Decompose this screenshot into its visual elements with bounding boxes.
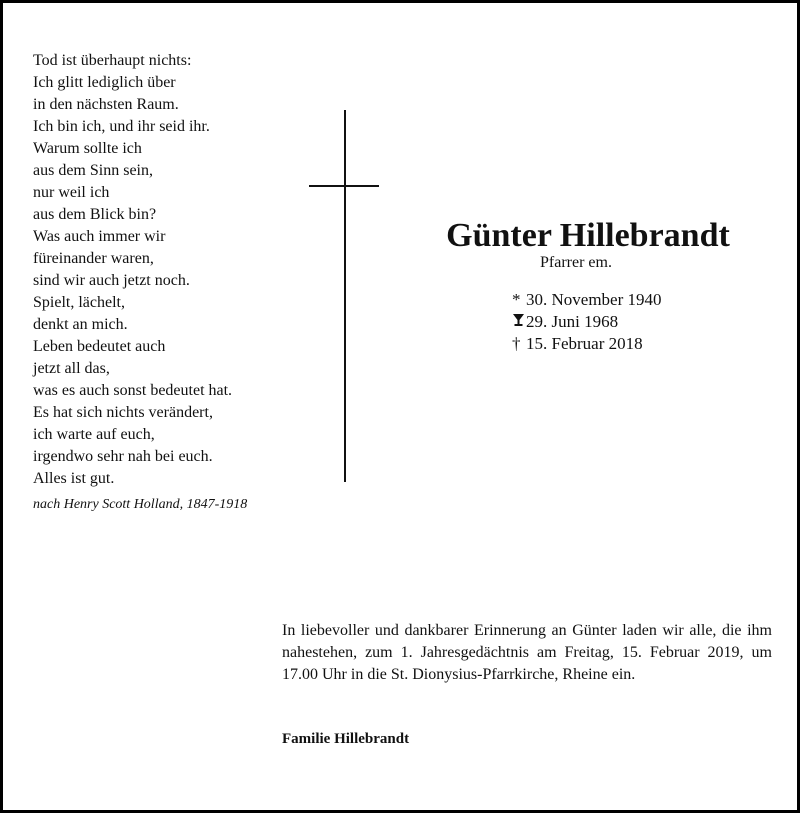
deceased-name: Günter Hillebrandt (446, 217, 730, 254)
poem-line: ich warte auf euch, (33, 426, 155, 443)
date-ordination: 29. Juni 1968 (512, 311, 662, 333)
date-birth: * 30. November 1940 (512, 290, 662, 309)
poem-attribution: nach Henry Scott Holland, 1847-1918 (33, 497, 248, 512)
poem (33, 50, 232, 490)
poem-line: Ich bin ich, und ihr seid ihr. (33, 118, 210, 135)
poem-line: aus dem Sinn sein, (33, 162, 153, 179)
poem-line: nur weil ich (33, 184, 110, 201)
poem-line: in den nächsten Raum. (33, 96, 179, 113)
birth-star-icon: * (512, 290, 521, 309)
poem-line: Spielt, lächelt, (33, 294, 125, 311)
poem-line: aus dem Blick bin? (33, 206, 157, 223)
cross-icon-horizontal (309, 185, 379, 187)
cross-icon-vertical (344, 110, 346, 482)
poem-line: Tod ist überhaupt nichts: (33, 52, 192, 69)
poem-line: Warum sollte ich (33, 140, 142, 157)
poem-line: irgendwo sehr nah bei euch. (33, 448, 213, 465)
death-cross-icon: † (512, 334, 521, 353)
deceased-title: Pfarrer em. (540, 254, 612, 271)
poem-line: füreinander waren, (33, 250, 154, 267)
life-dates (512, 289, 662, 355)
poem-line: jetzt all das, (33, 360, 110, 377)
poem-line: was es auch sonst bedeutet hat. (33, 382, 233, 399)
poem-line: Alles ist gut. (33, 470, 115, 487)
poem-line: Was auch immer wir (33, 228, 166, 245)
poem-line: denkt an mich. (33, 316, 128, 333)
poem-line: Leben bedeutet auch (33, 338, 166, 355)
chalice-icon (512, 311, 526, 333)
poem-line: Es hat sich nichts verändert, (33, 404, 213, 421)
poem-line: sind wir auch jetzt noch. (33, 272, 190, 289)
family-signature: Familie Hillebrandt (282, 731, 410, 747)
date-death: † 15. Februar 2018 (512, 334, 643, 353)
poem-line: Ich glitt lediglich über (33, 74, 176, 91)
invitation-text: In liebevoller und dankbarer Erinnerung an Günter laden wir alle, die ihm nahestehen, zum 1. Jahresgedächtnis am Freitag, 15. Februar 2019, um 17.00 Uhr in die St. Dionysius-Pfarrkirche, Rheine ein. (282, 622, 772, 683)
